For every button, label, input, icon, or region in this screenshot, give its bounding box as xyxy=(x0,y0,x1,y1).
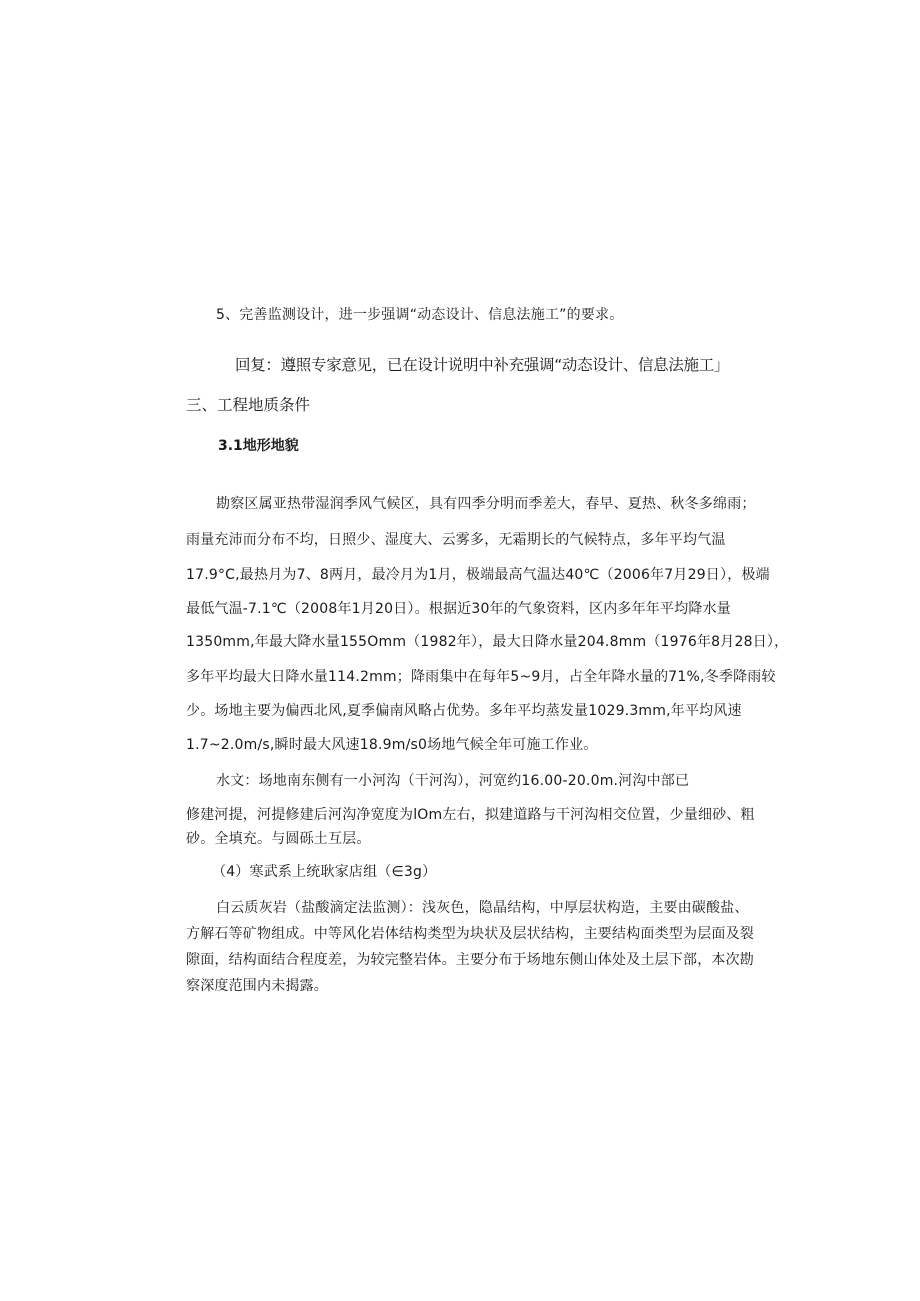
paragraph-line: 雨量充沛而分布不均，日照少、湿度大、云雾多，无霜期长的气候特点，多年平均气温 xyxy=(186,532,726,548)
subsection-title: 3.1地形地貌 xyxy=(218,438,299,454)
paragraph-line: 砂。全填充。与圆砾土互层。 xyxy=(186,831,371,847)
paragraph-line: 隙面，结构面结合程度差，为较完整岩体。主要分布于场地东侧山体处及土层下部，本次勘 xyxy=(186,952,754,968)
item-5-text: 5、完善监测设计，进一步强调“动态设计、信息法施工”的要求。 xyxy=(216,307,624,323)
formation-title: （4）寒武系上统耿家店组（∈3g） xyxy=(212,864,437,880)
paragraph-line: 1.7~2.0m∕s,瞬时最大风速18.9m∕s0场地气候全年可施工作业。 xyxy=(186,737,598,753)
paragraph-line: 17.9°C,最热月为7、8两月，最冷月为1月，极端最高气温达40℃（2006年7月29日），极端 xyxy=(186,567,770,583)
paragraph-line: 少。场地主要为偏西北风,夏季偏南风略占优势。多年平均蒸发量1029.3mm,年平均风速 xyxy=(186,703,742,719)
paragraph-line: 最低气温-7.1℃（2008年1月20日）。根据近30年的气象资料，区内多年年平均降水量 xyxy=(186,601,732,617)
paragraph-line: 白云质灰岩（盐酸滴定法监测）：浅灰色，隐晶结构，中厚层状构造，主要由碳酸盐、 xyxy=(216,900,749,916)
paragraph-line: 多年平均最大日降水量114.2mm；降雨集中在每年5~9月，占全年降水量的71%,冬季降雨较 xyxy=(186,669,776,685)
paragraph-line: 方解石等矿物组成。中等风化岩体结构类型为块状及层状结构，主要结构面类型为层面及裂 xyxy=(186,926,754,942)
reply-text: 回复：遵照专家意见，已在设计说明中补充强调“动态设计、信息法施工」 xyxy=(235,356,730,374)
section-title: 三、工程地质条件 xyxy=(186,396,311,414)
paragraph-line: 水文：场地南东侧有一小河沟（干河沟），河宽约16.00-20.0m.河沟中部已 xyxy=(216,773,690,789)
paragraph-line: 察深度范围内未揭露。 xyxy=(186,978,328,994)
paragraph-line: 修建河提，河提修建后河沟净宽度为lOm左右，拟建道路与干河沟相交位置，少量细砂、粗 xyxy=(186,807,755,823)
paragraph-line: 勘察区属亚热带湿润季风气候区，具有四季分明而季差大，春早、夏热、秋冬多绵雨； xyxy=(216,496,756,512)
paragraph-line: 1350mm,年最大降水量155Omm（1982年），最大日降水量204.8mm（1976年8月28日）， xyxy=(186,634,789,650)
